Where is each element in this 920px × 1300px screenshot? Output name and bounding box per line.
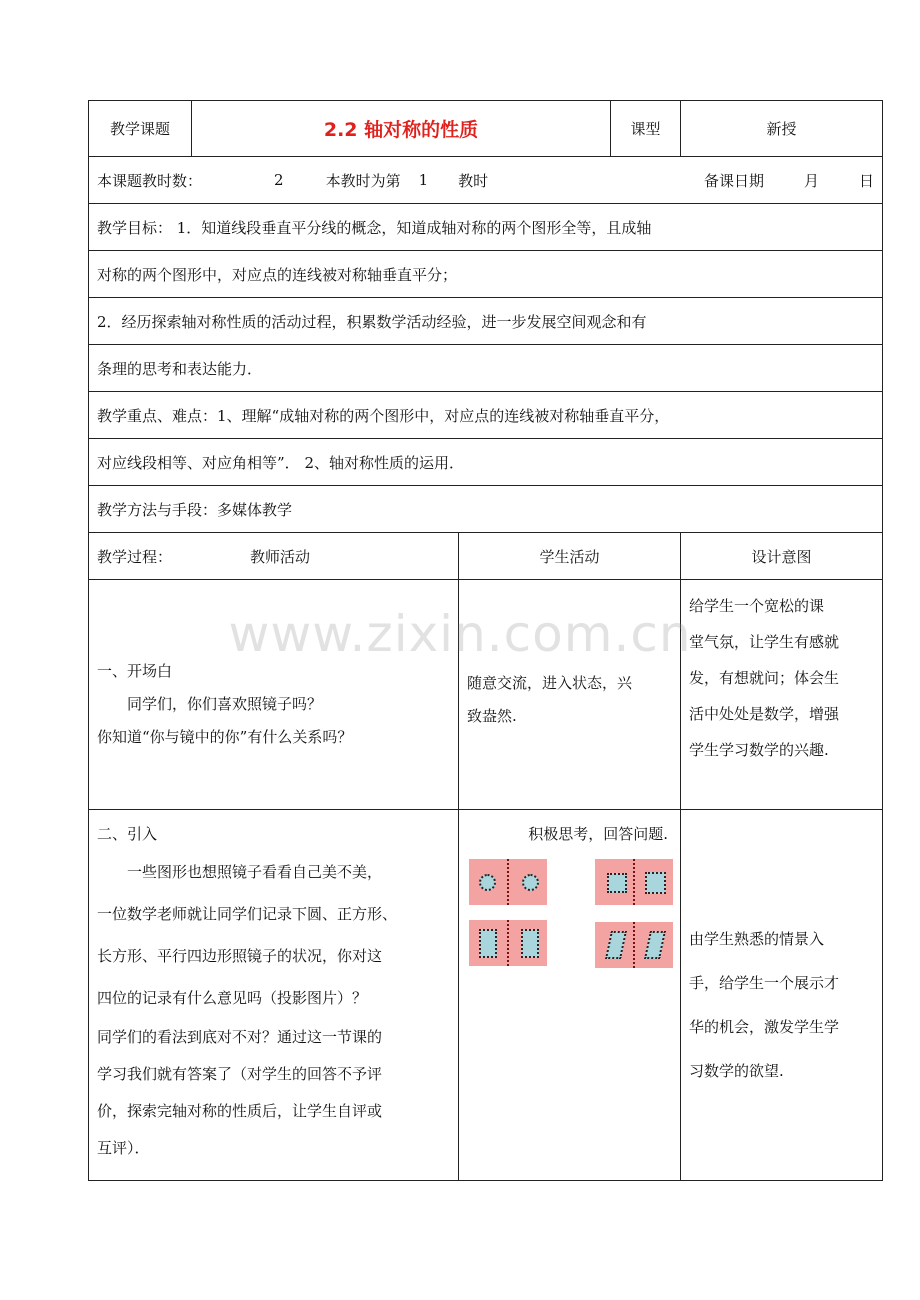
key-points-line-1: 教学重点、难点：1、理解“成轴对称的两个图形中，对应点的连线被对称轴垂直平分， xyxy=(89,392,883,439)
objective-line-2: 对称的两个图形中，对应点的连线被对称轴垂直平分； xyxy=(89,251,883,298)
prep-day: 日 xyxy=(859,171,875,190)
key-points-line-2: 对应线段相等、对应角相等”． 2、轴对称性质的运用． xyxy=(89,439,883,486)
rectangle-icon xyxy=(521,929,539,958)
circle-icon xyxy=(479,874,496,891)
circle-icon xyxy=(522,874,539,891)
mirror-axis xyxy=(507,920,509,966)
section1-intent-line: 发，有想就问；体会生 xyxy=(689,669,840,687)
type-label: 课型 xyxy=(611,101,681,157)
process-header-row xyxy=(89,533,883,580)
section2-teacher-line: 同学们的看法到底对不对？通过这一节课的 xyxy=(97,1028,383,1046)
parallelogram-icon xyxy=(644,931,666,959)
objective-line-4: 条理的思考和表达能力． xyxy=(89,345,883,392)
section1-intent-line: 堂气氛，让学生有感就 xyxy=(689,633,840,651)
methods-line: 教学方法与手段：多媒体教学 xyxy=(89,486,883,533)
process-label: 教学过程： xyxy=(97,547,173,566)
current-session-unit: 教时 xyxy=(458,171,489,190)
section2-row xyxy=(89,810,883,1181)
mirror-tile-parallelogram xyxy=(595,922,673,968)
schedule-row xyxy=(89,157,883,204)
section2-intent-line: 华的机会，激发学生学 xyxy=(689,1018,840,1036)
current-session-value: 1 xyxy=(418,171,429,189)
section2-teacher-line: 一位数学老师就让同学们记录下圆、正方形、 xyxy=(97,905,398,923)
section2-teacher-line: 一些图形也想照镜子看看自己美不美， xyxy=(127,863,383,881)
page-title: 2.2 轴对称的性质 xyxy=(192,101,611,157)
section1-row xyxy=(89,580,883,810)
objective-line-3: 2．经历探索轴对称性质的活动过程，积累数学活动经验，进一步发展空间观念和有 xyxy=(89,298,883,345)
section1-intent-line: 给学生一个宽松的课 xyxy=(689,597,825,615)
section1-intent-line: 学生学习数学的兴趣. xyxy=(689,741,829,759)
section1-student-line1: 随意交流，进入状态，兴 xyxy=(467,673,633,692)
type-value: 新授 xyxy=(681,101,883,157)
mirror-tile-square xyxy=(595,859,673,905)
total-hours-value: 2 xyxy=(274,171,284,189)
teacher-activity-header: 教师活动 xyxy=(250,547,311,566)
section2-intent-line: 由学生熟悉的情景入 xyxy=(689,930,825,948)
section1-student-line2: 致盎然. xyxy=(467,706,517,725)
square-icon xyxy=(645,872,666,894)
current-session-label: 本教时为第 xyxy=(325,171,401,190)
rectangle-icon xyxy=(479,929,497,958)
mirror-tile-rectangle xyxy=(469,920,547,966)
section1-intent-line: 活中处处是数学，增强 xyxy=(689,705,840,723)
prep-date-label: 备课日期 xyxy=(703,171,764,190)
square-icon xyxy=(607,873,627,893)
section2-intent-line: 手，给学生一个展示才 xyxy=(689,974,840,992)
section1-teacher-line1: 同学们，你们喜欢照镜子吗？ xyxy=(127,695,323,713)
section2-intent xyxy=(689,897,874,1093)
section1-teacher-line2: 你知道“你与镜中的你”有什么关系吗？ xyxy=(97,728,353,746)
section1-heading: 一、开场白 xyxy=(97,662,173,680)
prep-month: 月 xyxy=(803,171,819,190)
mirror-axis xyxy=(633,859,635,905)
section2-teacher xyxy=(97,810,450,1167)
parallelogram-icon xyxy=(605,931,627,959)
mirror-figure xyxy=(467,857,672,977)
schedule-line xyxy=(97,170,874,191)
section2-intent-line: 习数学的欲望. xyxy=(689,1062,784,1080)
section2-teacher-line: 互评）． xyxy=(97,1139,150,1157)
section2-heading: 二、引入 xyxy=(97,825,158,843)
total-hours-label: 本课题教时数： xyxy=(97,171,203,190)
mirror-tile-circle xyxy=(469,859,547,905)
header-row xyxy=(89,101,883,157)
section2-teacher-line: 学习我们就有答案了（对学生的回答不予评 xyxy=(97,1065,383,1083)
mirror-axis xyxy=(507,859,509,905)
mirror-axis xyxy=(633,922,635,968)
section2-teacher-line: 价，探索完轴对称的性质后，让学生自评或 xyxy=(97,1102,383,1120)
section2-teacher-line: 四位的记录有什么意见吗（投影图片）？ xyxy=(97,989,368,1007)
lesson-plan-table xyxy=(88,100,883,1181)
student-activity-header: 学生活动 xyxy=(459,533,681,580)
objective-line-1: 教学目标： 1．知道线段垂直平分线的概念，知道成轴对称的两个图形全等，且成轴 xyxy=(89,204,883,251)
section2-student-line: 积极思考，回答问题. xyxy=(528,825,668,843)
topic-label: 教学课题 xyxy=(89,101,192,157)
section1-intent xyxy=(689,580,874,768)
design-intent-header: 设计意图 xyxy=(681,533,883,580)
watermark: www.zixin.com.cn xyxy=(228,605,692,663)
section2-teacher-line: 长方形、平行四边形照镜子的状况，你对这 xyxy=(97,947,383,965)
